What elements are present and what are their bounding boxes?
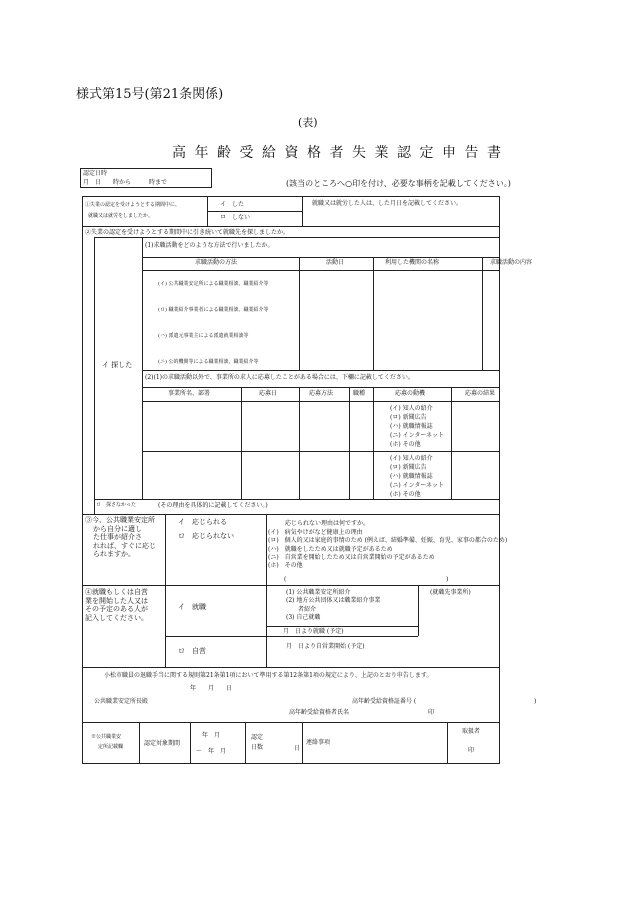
days-unit: 日 [294,745,301,752]
sub2-header-date: 応募日 [259,390,278,397]
section3-paren-close: ) [446,576,449,583]
declaration-text: 小松市職員の退職手当に関する規則第21条第1項において準用する第12条第1項の規定により、上記のとおり申告します。 [104,672,433,679]
section1-note: 就職又は就労した人は、した月日を記載してください。 [312,200,463,207]
employed-options [286,589,380,623]
days-label-line2: 日数 [251,744,264,751]
employed-date: 月 日より就職 (予定) [283,628,344,635]
sub2-question: (2)(1)の求職活動以外で、事業所の求人に応募したことがある場合には、下欄に記載してください。 [145,374,414,381]
section3-option-yes[interactable]: イ 応じられる [178,518,227,526]
reason-option[interactable]: (ニ) 自営業を開始したため又は自営業開始の予定があるため [268,553,435,561]
section1-option-no[interactable]: ロ しない [220,214,251,221]
period-to: ～ 年 月 [196,748,227,755]
period-label: 認定対象期間 [144,740,181,747]
employed-option[interactable]: (3) 自己就職 [286,614,321,622]
sub2-header-motive: 応募の動機 [395,390,426,397]
employer-label: (就職先事業所) [430,589,471,596]
motive-option[interactable]: (ホ) その他 [390,491,421,498]
office-use-label-line1: ※公共職業安 [91,734,122,740]
motive-option[interactable]: (イ) 知人の紹介 [390,405,433,412]
motive-options-row1 [390,404,444,449]
sub2-header-result: 応募の結果 [465,390,496,397]
motive-options-row2 [390,454,444,499]
cert-number-label: 高年齢受給資格証番号 ( [352,698,417,705]
section3-paren-open: ( [284,576,287,583]
handler-label: 取扱者 [462,728,481,735]
section2-question: ②失業の認定を受けようとする期間中に引き続いて就職先を探しましたか。 [85,229,290,236]
motive-option[interactable]: (ロ) 新聞広告 [390,414,427,421]
motive-option[interactable]: (ハ) 就職情報誌 [390,423,433,430]
reason-option[interactable]: (ハ) 就職をしたため又は就職予定があるため [268,545,393,553]
days-label-line1: 認定 [251,734,264,741]
declaration-date: 年 月 日 [190,685,233,692]
not-searched-note: (その理由を具体的に記載してください。) [158,502,268,509]
section1-option-yes[interactable]: イ した [220,201,245,208]
sub2-header-company: 事業所名、部署 [168,390,211,397]
certification-date-box [80,168,212,188]
motive-option[interactable]: (ニ) インターネット [390,432,445,439]
employed-option[interactable]: (1) 公共職業安定所紹介 [286,589,351,596]
searched-label[interactable]: イ 探した [102,361,133,369]
section1-question-line1: ①失業の認定を受けようとする期間中に、 [85,202,181,208]
section3-reasons [268,529,507,570]
motive-option[interactable]: (ロ) 新聞広告 [390,464,427,471]
self-employed-label[interactable]: ロ 自営 [178,647,206,655]
handler-seal: 印 [468,747,475,754]
declaration-addressee: 公共職業安定所長殿 [94,698,149,705]
sub2-header-method: 応募方法 [309,390,334,397]
period-from: 年 月 [202,732,221,739]
certification-date-label: 認定日時 [83,170,108,177]
sub1-header-date: 活動日 [326,259,345,266]
form-title: 高年齢受給資格者失業認定申告書 [172,145,510,161]
sub1-method-ha: (ハ) 派遣元事業主による派遣就業相談等 [158,333,249,339]
employed-option: 者紹介 [286,605,317,613]
motive-option[interactable]: (イ) 知人の紹介 [390,455,433,462]
form-number: 様式第15号(第21条関係) [76,87,224,102]
sub1-method-ro: (ロ) 職業紹介事業者による職業相談、職業紹介等 [158,307,269,313]
section3-option-no[interactable]: ロ 応じられない [178,532,234,540]
section3-reason-question: 応じられない理由は何ですか。 [285,520,370,527]
motive-option[interactable]: (ホ) その他 [390,441,421,448]
employed-label[interactable]: イ 就職 [178,603,206,611]
sub1-header-content: 求職活動の内容 [490,259,533,266]
applicant-name-label: 高年齢受給資格者氏名 [289,709,350,716]
motive-option[interactable]: (ハ) 就職情報誌 [390,473,433,480]
office-use-label-line2: 定所記載欄 [98,744,124,750]
employed-option[interactable]: (2) 地方公共団体又は職業紹介事業 [286,597,381,605]
front-label: (表) [298,116,318,129]
reason-option[interactable]: (イ) 病気やけがなど健康上の理由 [268,529,363,536]
applicant-seal: 印 [428,709,435,716]
instruction-text: (該当のところへ○印を付け、必要な事柄を記載してください。) [286,179,511,188]
section1-question-line2: 就職又は就労をしましたか。 [88,213,154,219]
sub2-header-job: 職種 [353,390,366,397]
sub1-header-institution: 利用した機関の名称 [385,259,440,266]
sub1-method-i: (イ) 公共職業安定所による職業相談、職業紹介等 [158,281,269,287]
not-searched-label[interactable]: ロ 探さなかった [96,502,137,508]
sub1-header-method: 求職活動の方法 [195,259,238,266]
sub1-question: (1)求職活動をどのような方法で行いましたか。 [145,242,274,249]
section4-question: ④就職もしくは自営 業を開始した人又は その予定のある人が 記入してください。 [85,588,148,622]
contact-label: 連絡事項 [306,739,331,746]
reason-option[interactable]: (ホ) その他 [268,562,303,570]
certification-date-line: 月 日 時から 時まで [83,179,168,186]
reason-option[interactable]: (ロ) 個人的又は家庭的事情のため (例えば、結婚準備、妊娠、育児、家事の都合のため) [268,537,508,545]
section3-question: ③今、公共職業安定所 から自分に適し た仕事が紹介さ れれば、すぐに応じ られますか。 [85,516,156,558]
cert-number-close: ) [534,698,537,705]
self-employed-date: 月 日より自営業開始 (予定) [286,643,365,650]
sub1-method-ni: (ニ) 公的機関等による職業相談、職業紹介等 [158,359,259,365]
motive-option[interactable]: (ニ) インターネット [390,482,445,489]
